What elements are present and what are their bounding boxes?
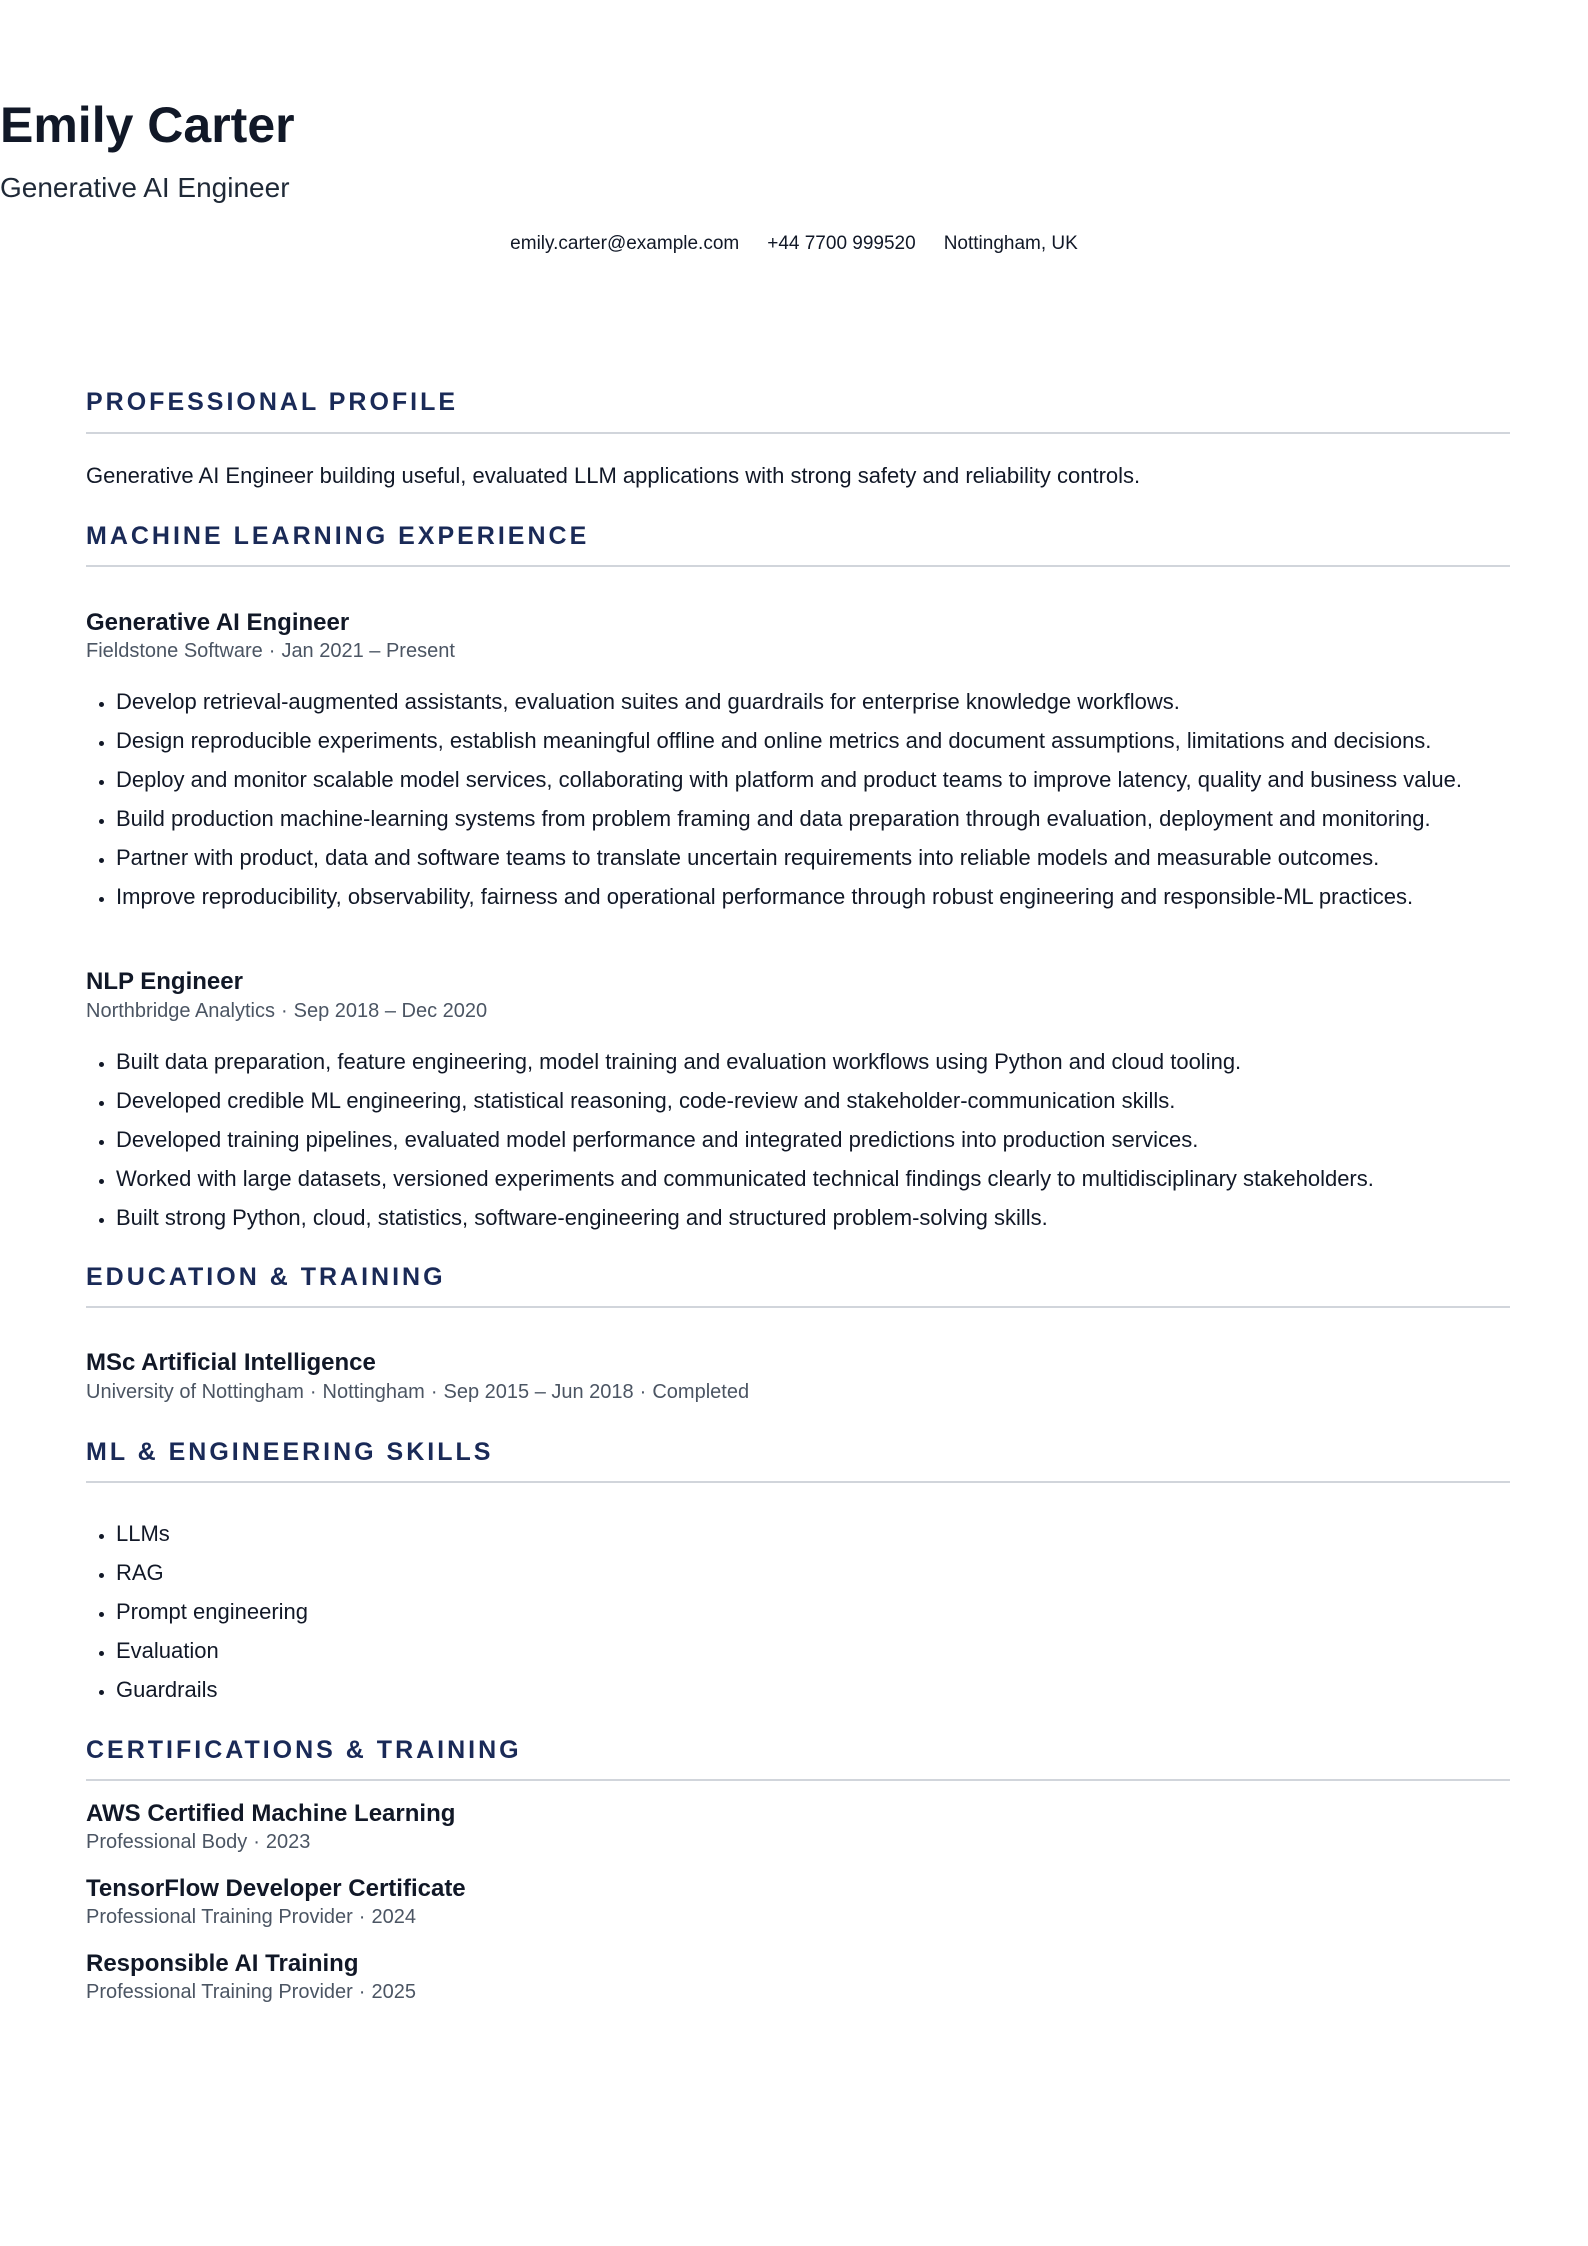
- meta-separator: ·: [253, 1831, 260, 1853]
- section-title-profile: PROFESSIONAL PROFILE: [86, 388, 459, 416]
- list-item: • Developed training pipelines, evaluated model performance and integrated predictions into production services.: [116, 1124, 1546, 1155]
- certification-issuer: Professional Training Provider: [86, 1906, 353, 1928]
- job-company: Northbridge Analytics: [86, 1000, 275, 1022]
- education-institution: University of Nottingham: [86, 1381, 304, 1403]
- education-status: Completed: [652, 1381, 750, 1403]
- candidate-headline: Generative AI Engineer: [0, 172, 290, 203]
- section-divider: [86, 1481, 1510, 1483]
- meta-separator: ·: [639, 1381, 647, 1403]
- job-bullets: [86, 1046, 1546, 1241]
- job-title: NLP Engineer: [86, 968, 243, 995]
- certification-meta: [86, 1902, 416, 1932]
- job-company: Fieldstone Software: [86, 640, 263, 662]
- profile-summary: Generative AI Engineer building useful, evaluated LLM applications with strong safety and reliability controls.: [86, 463, 1141, 488]
- section-divider: [86, 1779, 1510, 1781]
- job-meta: [86, 996, 487, 1026]
- job-dates: Sep 2018 – Dec 2020: [293, 1000, 488, 1022]
- job-bullets: [86, 686, 1546, 920]
- skill-item: • Guardrails: [116, 1674, 1546, 1705]
- skill-item: • Prompt engineering: [116, 1596, 1546, 1627]
- contact-line: [0, 230, 1588, 258]
- contact-email[interactable]: emily.carter@example.com: [510, 233, 740, 254]
- skills-list: [86, 1518, 1546, 1713]
- meta-separator: ·: [358, 1981, 366, 2003]
- section-divider: [86, 1306, 1510, 1308]
- contact-phone[interactable]: +44 7700 999520: [767, 233, 916, 254]
- list-item: • Partner with product, data and software teams to translate uncertain requirements into reliable models and measurable outcomes.: [116, 842, 1546, 873]
- education-meta: [86, 1377, 749, 1407]
- certification-name: AWS Certified Machine Learning: [86, 1800, 456, 1827]
- certification-issuer: Professional Training Provider: [86, 1981, 353, 2003]
- certification-name: TensorFlow Developer Certificate: [86, 1875, 466, 1902]
- certification-name: Responsible AI Training: [86, 1950, 359, 1977]
- section-title-certifications: CERTIFICATIONS & TRAINING: [86, 1736, 522, 1764]
- section-title-education: EDUCATION & TRAINING: [86, 1263, 446, 1291]
- certification-year: 2023: [265, 1831, 311, 1853]
- skill-item: • LLMs: [116, 1518, 1546, 1549]
- list-item: • Design reproducible experiments, establish meaningful offline and online metrics and document assumptions, limitations and decisions.: [116, 725, 1546, 756]
- education-degree: MSc Artificial Intelligence: [86, 1349, 376, 1376]
- candidate-name: Emily Carter: [0, 97, 295, 153]
- contact-location: Nottingham, UK: [943, 233, 1078, 254]
- list-item: • Develop retrieval-augmented assistants, evaluation suites and guardrails for enterprise knowledge workflows.: [116, 686, 1546, 717]
- list-item: • Improve reproducibility, observability, fairness and operational performance through robust engineering and responsible-ML practices.: [116, 881, 1546, 912]
- meta-separator: ·: [358, 1906, 366, 1928]
- skill-item: • Evaluation: [116, 1635, 1546, 1666]
- section-divider: [86, 565, 1510, 567]
- certification-issuer: Professional Body: [86, 1831, 248, 1853]
- job-title: Generative AI Engineer: [86, 609, 350, 636]
- certification-year: 2025: [371, 1981, 416, 2003]
- list-item: • Built data preparation, feature engineering, model training and evaluation workflows using Python and cloud tooling.: [116, 1046, 1546, 1077]
- meta-separator: ·: [309, 1381, 317, 1403]
- meta-separator: ·: [430, 1381, 438, 1403]
- certification-meta: [86, 1977, 416, 2007]
- skill-item: • RAG: [116, 1557, 1546, 1588]
- list-item: • Developed credible ML engineering, statistical reasoning, code-review and stakeholder-communication skills.: [116, 1085, 1546, 1116]
- certification-year: 2024: [371, 1906, 416, 1928]
- section-title-skills: ML & ENGINEERING SKILLS: [86, 1438, 494, 1466]
- meta-separator: ·: [268, 640, 276, 662]
- list-item: • Build production machine-learning systems from problem framing and data preparation through evaluation, deployment and monitoring.: [116, 803, 1546, 834]
- job-meta: [86, 636, 455, 666]
- certification-meta: [86, 1827, 310, 1857]
- section-title-experience: MACHINE LEARNING EXPERIENCE: [86, 522, 590, 550]
- education-city: Nottingham: [322, 1381, 425, 1403]
- section-divider: [86, 432, 1510, 434]
- job-dates: Jan 2021 – Present: [281, 640, 455, 662]
- list-item: • Worked with large datasets, versioned experiments and communicated technical findings clearly to multidisciplinary stakeholders.: [116, 1163, 1546, 1194]
- education-dates: Sep 2015 – Jun 2018: [443, 1381, 634, 1403]
- list-item: • Deploy and monitor scalable model services, collaborating with platform and product teams to improve latency, quality and business value.: [116, 764, 1546, 795]
- list-item: • Built strong Python, cloud, statistics, software-engineering and structured problem-solving skills.: [116, 1202, 1546, 1233]
- meta-separator: ·: [280, 1000, 288, 1022]
